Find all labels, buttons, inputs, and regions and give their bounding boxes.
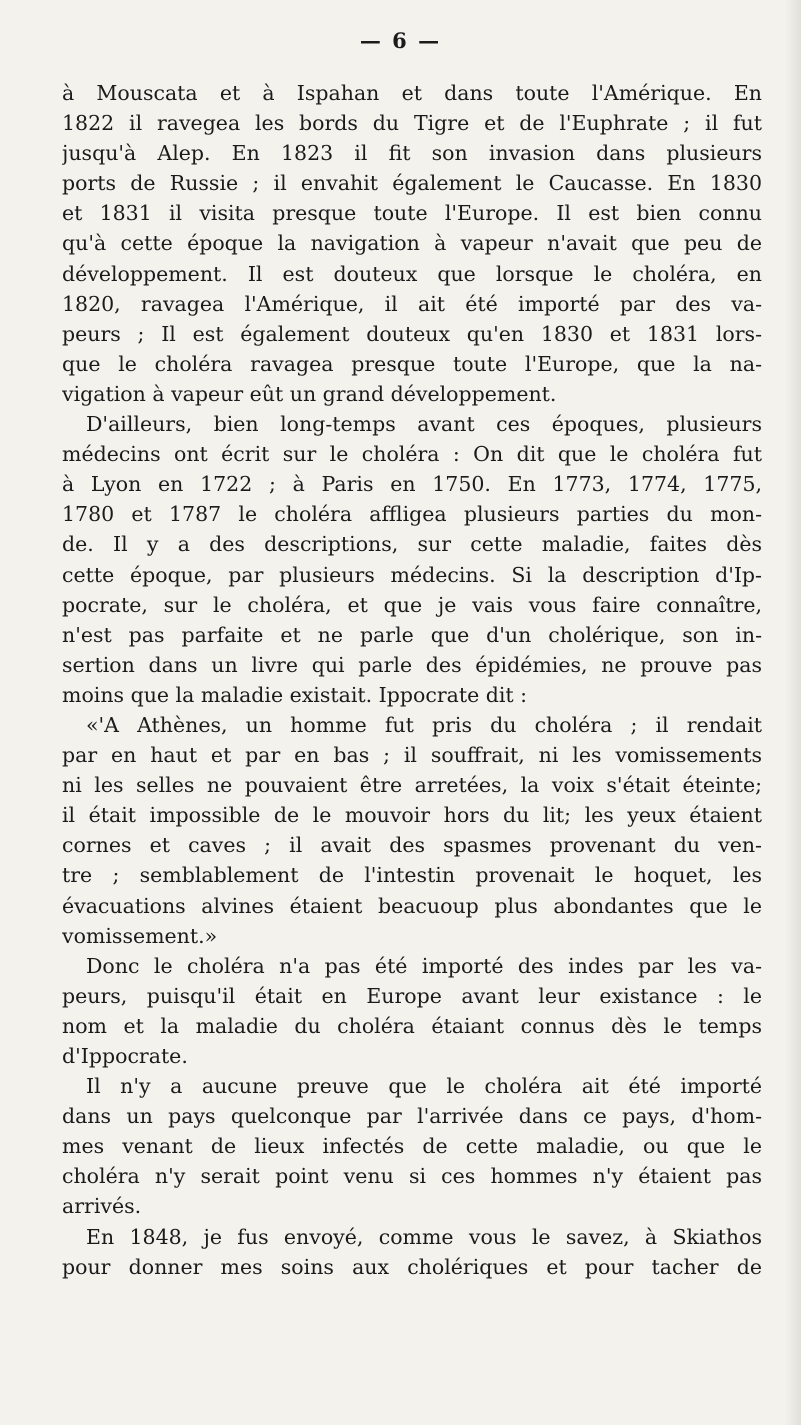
text-line: vomissement.» bbox=[62, 923, 218, 948]
text-line: qu'à cette époque la navigation à vapeur n'avait que peu de bbox=[62, 231, 762, 256]
text-line: ports de Russie ; il envahit également le Caucasse. En 1830 bbox=[62, 171, 762, 196]
page-edge-shadow bbox=[785, 0, 801, 1425]
text-line: arrivés. bbox=[62, 1194, 142, 1219]
text-line: 1822 il ravegea les bords du Tigre et de l'Euphrate ; il fut bbox=[62, 111, 762, 136]
text-line: pocrate, sur le choléra, et que je vais vous faire connaître, bbox=[62, 592, 762, 617]
text-line: ni les selles ne pouvaient être arretées, la voix s'était éteinte; bbox=[62, 773, 762, 798]
text-line: n'est pas parfaite et ne parle que d'un cholérique, son in- bbox=[62, 622, 762, 647]
text-line: peurs, puisqu'il était en Europe avant leur existance : le bbox=[62, 983, 762, 1008]
text-line: à Lyon en 1722 ; à Paris en 1750. En 1773, 1774, 1775, bbox=[62, 472, 762, 497]
text-line: sertion dans un livre qui parle des épidémies, ne prouve pas bbox=[62, 652, 762, 677]
text-line: d'Ippocrate. bbox=[62, 1044, 188, 1068]
text-line: vigation à vapeur eût un grand développement. bbox=[62, 381, 557, 406]
page-number: — 6 — bbox=[359, 28, 442, 53]
text-line: évacuations alvines étaient beacuoup plus abondantes que le bbox=[62, 893, 762, 918]
body-text bbox=[62, 78, 762, 1282]
text-line: nom et la maladie du choléra étaiant connus dès le temps bbox=[62, 1013, 762, 1038]
text-line: il était impossible de le mouvoir hors du lit; les yeux étaient bbox=[62, 803, 762, 828]
text-line: de. Il y a des descriptions, sur cette maladie, faites dès bbox=[62, 532, 762, 557]
text-line: peurs ; Il est également douteux qu'en 1830 et 1831 lors- bbox=[62, 321, 762, 346]
text-line: développement. Il est douteux que lorsque le choléra, en bbox=[62, 261, 762, 286]
text-line: En 1848, je fus envoyé, comme vous le savez, à Skiathos bbox=[86, 1224, 762, 1249]
text-line: mes venant de lieux infectés de cette maladie, ou que le bbox=[62, 1134, 762, 1159]
text-line: choléra n'y serait point venu si ces hommes n'y étaient pas bbox=[62, 1164, 762, 1189]
text-line: Donc le choléra n'a pas été importé des indes par les va- bbox=[86, 953, 762, 978]
text-line: par en haut et par en bas ; il souffrait, ni les vomissements bbox=[62, 743, 762, 768]
text-line: moins que la maladie existait. Ippocrate dit : bbox=[62, 682, 528, 707]
text-line: 1820, ravagea l'Amérique, il ait été importé par des va- bbox=[62, 291, 762, 316]
text-line: jusqu'à Alep. En 1823 il fit son invasion dans plusieurs bbox=[62, 141, 762, 166]
text-line: cornes et caves ; il avait des spasmes provenant du ven- bbox=[62, 833, 762, 858]
text-line: «'A Athènes, un homme fut pris du choléra ; il rendait bbox=[86, 712, 762, 737]
text-line: médecins ont écrit sur le choléra : On dit que le choléra fut bbox=[62, 442, 762, 467]
text-line: et 1831 il visita presque toute l'Europe. Il est bien connu bbox=[62, 201, 762, 226]
text-line: cette époque, par plusieurs médecins. Si la description d'Ip- bbox=[62, 562, 762, 587]
text-line: pour donner mes soins aux cholériques et pour tacher de bbox=[62, 1254, 762, 1279]
text-line: D'ailleurs, bien long-temps avant ces époques, plusieurs bbox=[86, 412, 762, 437]
text-line: Il n'y a aucune preuve que le choléra ait été importé bbox=[86, 1074, 762, 1099]
text-line: tre ; semblablement de l'intestin provenait le hoquet, les bbox=[62, 863, 762, 888]
text-line: que le choléra ravagea presque toute l'Europe, que la na- bbox=[62, 351, 762, 376]
text-line: dans un pays quelconque par l'arrivée dans ce pays, d'hom- bbox=[62, 1104, 762, 1129]
text-line: 1780 et 1787 le choléra affligea plusieurs parties du mon- bbox=[62, 502, 762, 527]
text-line: à Mouscata et à Ispahan et dans toute l'Amérique. En bbox=[62, 81, 762, 105]
